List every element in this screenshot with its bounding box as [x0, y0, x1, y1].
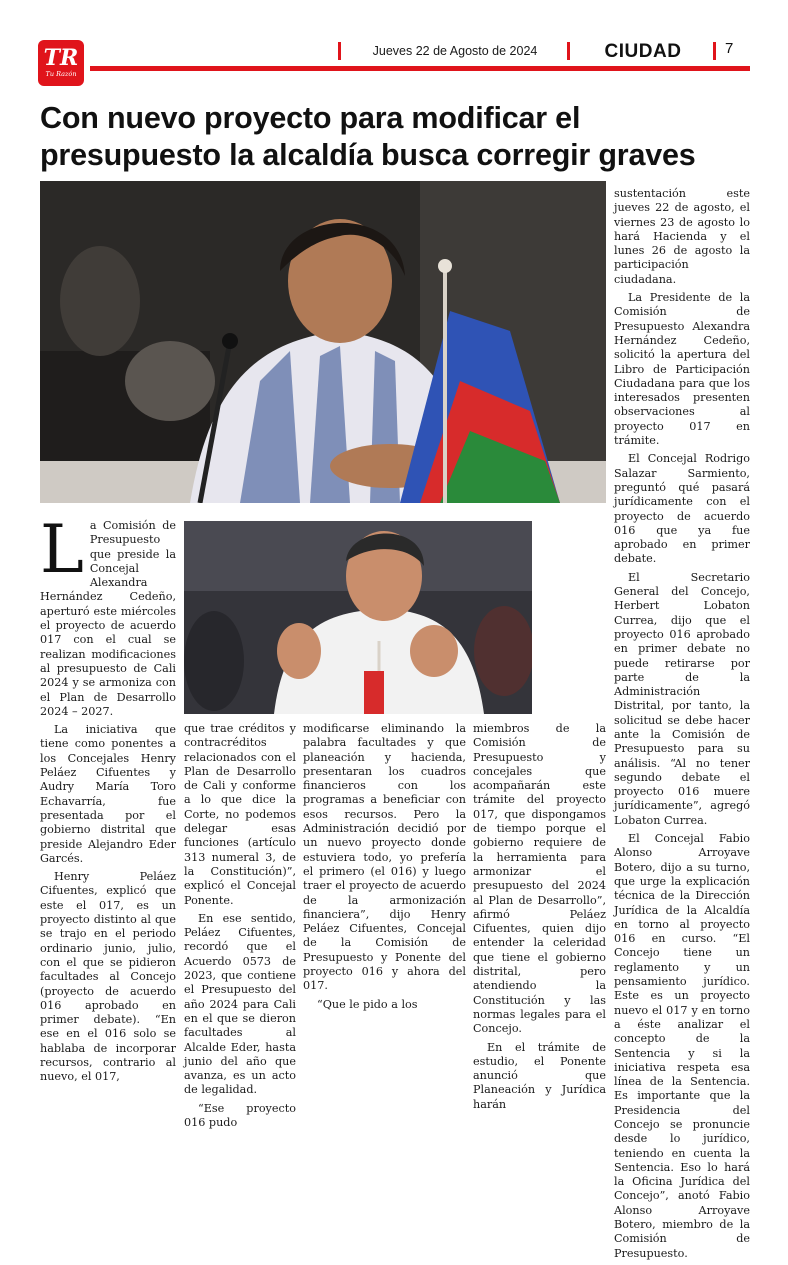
header-rule: [90, 66, 750, 71]
dropcap: L: [40, 511, 84, 588]
article-photo-secondary: [184, 521, 532, 714]
article-column-5: [614, 187, 750, 1265]
paragraph: “Ese proyecto 016 pudo: [184, 1101, 296, 1130]
issue-date: Jueves 22 de Agosto de 2024: [372, 44, 538, 58]
lead-paragraph: [40, 511, 176, 719]
paragraph: La iniciativa que tiene como ponentes a los Concejales Henry Peláez Cifuentes y Audry María Toro Echavarría, fue presentada por el gobierno distrital que preside Alejandro Eder Garcés.: [40, 723, 176, 865]
paragraph: modificarse eliminando la palabra facultades y que planeación y hacienda, presentaran los cuadros financieros con los programas a beneficiar con esos recursos. Pero la Administración decidió por un nuevo proyecto donde estuviera todo, yo prefería el primero (el 016) y luego traer el proyecto de acuerdo de la armonización financiera”, dijo Henry Peláez Cifuentes, Concejal de la Comisión de Presupuesto y Ponente del proyecto 016 y ahora del 017.: [303, 722, 466, 993]
header-divider: [567, 42, 570, 60]
paragraph: El Secretario General del Concejo, Herbert Lobaton Currea, dijo que el proyecto 016 aprobado en primer debate no puede retirarse por parte de la Administración Distrital, por tanto, la solicitud se debe hacer ante la Comisión de Presupuesto para su análisis. “Al no tener segundo debate el proyecto 016 muere jurídicamente”, agregó Lobaton Currea.: [614, 570, 750, 827]
masthead: [0, 0, 788, 92]
article-column-2: [184, 722, 296, 1134]
logo-subtitle: Tu Razón: [45, 70, 77, 78]
header-divider: [713, 42, 716, 60]
logo-mark: TR: [43, 45, 79, 71]
paragraph: sustentación este jueves 22 de agosto, el viernes 23 de agosto lo hará Hacienda y el lunes 26 de agosto la participación ciudadana.: [614, 187, 750, 286]
paragraph: “Que le pido a los: [317, 997, 418, 1011]
header-divider: [338, 42, 341, 60]
article-column-3: [303, 722, 466, 1016]
paragraph: En el trámite de estudio, el Ponente anunció que Planeación y Jurídica harán: [473, 1040, 606, 1111]
paragraph: que trae créditos y contracréditos relacionados con el Plan de Desarrollo de Cali y conforme a lo que dice la Corte, no podemos delegar esas funciones (artículo 313 numeral 3, de la Constitución)”, explicó el Concejal Ponente.: [184, 722, 296, 907]
paragraph: La Presidente de la Comisión de Presupuesto Alexandra Hernández Cedeño, solicitó la apertura del Libro de Participación Ciudadana para que los interesados presenten observaciones al proyecto 017 en trámite.: [614, 291, 750, 448]
article-headline: Con nuevo proyecto para modificar el presupuesto la alcaldía busca corregir graves: [40, 101, 696, 172]
paragraph: miembros de la Comisión de Presupuesto y concejales que acompañarán este trámite del proyecto 017, que dispongamos de tiempo porque el gobierno requiere de la herramienta para armonizar el presupuesto del 2024 al Plan de Desarrollo”, afirmó Peláez Cifuentes, quien dijo entender la celeridad que tiene el gobierno distrital, pero atendiendo la Constitución y las normas legales para el Concejo.: [473, 722, 606, 1036]
article-photo-main: [40, 181, 606, 503]
article-column-4: [473, 722, 606, 1116]
paragraph: Henry Peláez Cifuentes, explicó que este el 017, es un proyecto distinto al que se trajo en el periodo ordinario junio, julio, con el que se pidieron facultades al Concejo (proyecto de acuerdo 016 aprobado en primer debate). “En ese en el 016 solo se hablaba de incorporar recursos, contrario al nuevo, el 017,: [40, 870, 176, 1084]
page-number: 7: [725, 40, 734, 57]
paragraph: El Concejal Fabio Alonso Arroyave Botero, dijo a su turno, que urge la explicación técnica de la Dirección Jurídica de la Alcaldía en torno al proyecto 016 en curso. “El Concejo tiene un reglamento y un pensamiento jurídico. Este es un proyecto nuevo el 017 y en torno a éste analizar el concepto de la Sentencia y si la iniciativa respeta esa línea de la Sentencia. Es importante que la Presidencia del Concejo se pronuncie desde lo jurídico, teniendo en cuenta la Sentencia. Eso lo hará la Oficina Jurídica del Concejo”, anotó Fabio Alonso Arroyave Botero, miembro de la Comisión de Presupuesto.: [614, 832, 750, 1260]
paragraph: En ese sentido, Peláez Cifuentes, recordó que el Acuerdo 0573 de 2023, que contiene el Presupuesto del año 2024 para Cali en el que se dieron facultades al Alcalde Eder, hasta junio del año que avanza, es un acto de legalidad.: [184, 911, 296, 1097]
lead-text: a Comisión de Presupuesto que preside la Concejal Alexandra Hernández Cedeño, aperturó este miércoles el proyecto de acuerdo 017 con el cual se realizan modificaciones al presupuesto de Cali 2024 y se armoniza con el Plan de Desarrollo 2024 – 2027.: [40, 519, 176, 718]
newspaper-logo[interactable]: [38, 40, 84, 86]
section-name: CIUDAD: [604, 41, 682, 62]
article-column-1: [40, 511, 176, 1089]
paragraph: El Concejal Rodrigo Salazar Sarmiento, preguntó qué pasará jurídicamente con el proyecto de acuerdo 016 que ya fue aprobado en primer debate.: [614, 452, 750, 566]
